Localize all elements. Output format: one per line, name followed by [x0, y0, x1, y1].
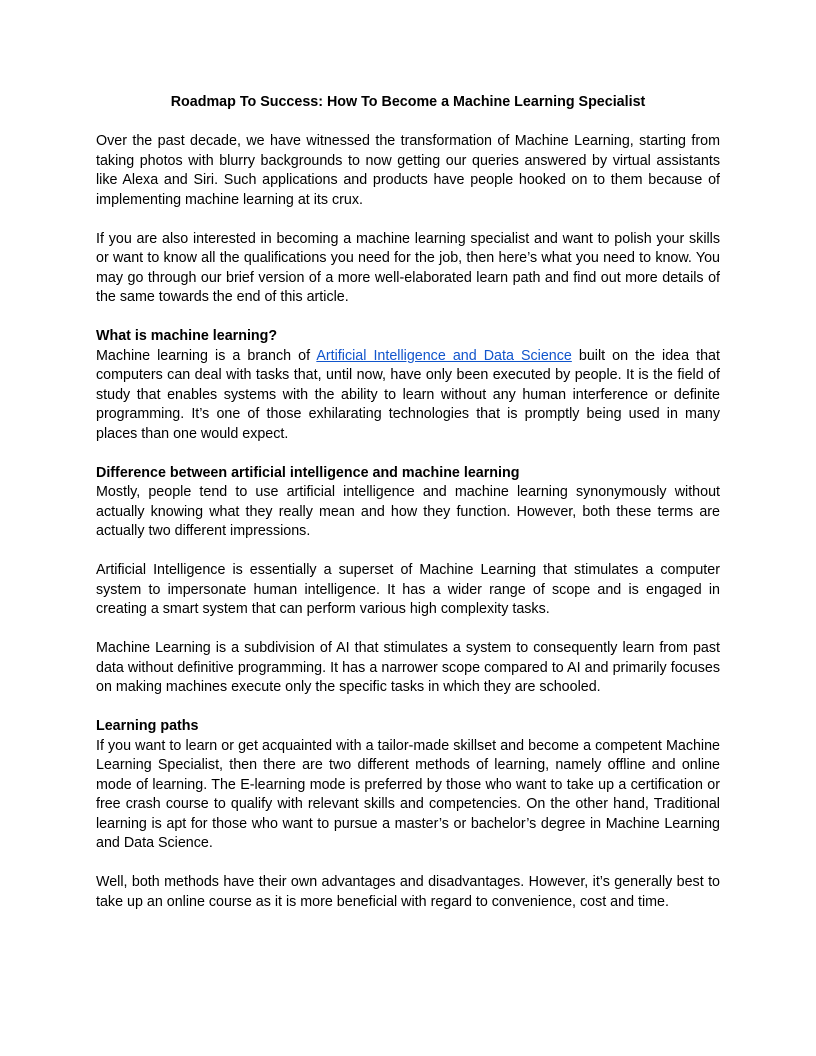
ai-data-science-link[interactable]: Artificial Intelligence and Data Science [316, 347, 572, 364]
section-paragraph-what-is-ml [96, 347, 720, 445]
section-paragraph-ai-vs-ml-3: Machine Learning is a subdivision of AI that stimulates a system to consequently learn from past data without definitive programming. It has a narrower scope compared to AI and primarily focuses on making machines execute only the specific tasks in which they are schooled. [96, 640, 720, 695]
spacer [96, 620, 720, 640]
section-paragraph-learning-paths-2: Well, both methods have their own advantages and disadvantages. However, it’s generally best to take up an online course as it is more beneficial with regard to convenience, cost and time. [96, 874, 720, 910]
section-paragraph-ai-vs-ml-1: Mostly, people tend to use artificial intelligence and machine learning synonymously without actually knowing what they really mean and how they function. However, both these terms are actually two different impressions. [96, 484, 720, 539]
section-paragraph-learning-paths-1: If you want to learn or get acquainted with a tailor-made skillset and become a competent Machine Learning Specialist, then there are two different methods of learning, namely offline and online mode of learning. The E-learning mode is preferred by those who want to take up a certification or free crash course to qualify with relevant skills and competencies. On the other hand, Traditional learning is apt for those who want to pursue a master’s or bachelor’s degree in Machine Learning and Data Science. [96, 737, 720, 851]
intro-paragraph-2: If you are also interested in becoming a machine learning specialist and want to polish your skills or want to know all the qualifications you need for the job, then here’s what you need to know. You may go through our brief version of a more well-elaborated learn path and find out more details of the same towards the end of this article. [96, 230, 720, 305]
paragraph-text-segment: built on the idea that computers can deal with tasks that, until now, have only been executed by people. It is the field of study that enables systems with the ability to learn without any human interference or definite programming. It’s one of those exhilarating technologies that is promptly being used in many places than one would expect. [96, 347, 720, 442]
spacer [96, 444, 720, 464]
paragraph-text-segment: Machine learning is a branch of [96, 347, 317, 364]
spacer [96, 542, 720, 562]
section-heading-what-is-ml: What is machine learning? [96, 328, 278, 344]
section-heading-ai-vs-ml: Difference between artificial intelligence and machine learning [96, 464, 520, 481]
section-heading-learning-paths: Learning paths [96, 718, 199, 734]
spacer [96, 308, 720, 328]
spacer [96, 698, 720, 718]
section-paragraph-ai-vs-ml-2: Artificial Intelligence is essentially a superset of Machine Learning that stimulates a computer system to impersonate human intelligence. It has a wider range of scope and is engaged in creating a smart system that can perform various high complexity tasks. [96, 562, 720, 617]
spacer [96, 854, 720, 874]
document-title: Roadmap To Success: How To Become a Machine Learning Specialist [170, 94, 646, 110]
spacer [96, 113, 720, 133]
intro-paragraph-1: Over the past decade, we have witnessed the transformation of Machine Learning, starting from taking photos with blurry backgrounds to now getting our queries answered by virtual assistants like Alexa and Siri. Such applications and products have people hooked on to them because of implementing machine learning at its crux. [96, 133, 720, 208]
spacer [96, 210, 720, 230]
